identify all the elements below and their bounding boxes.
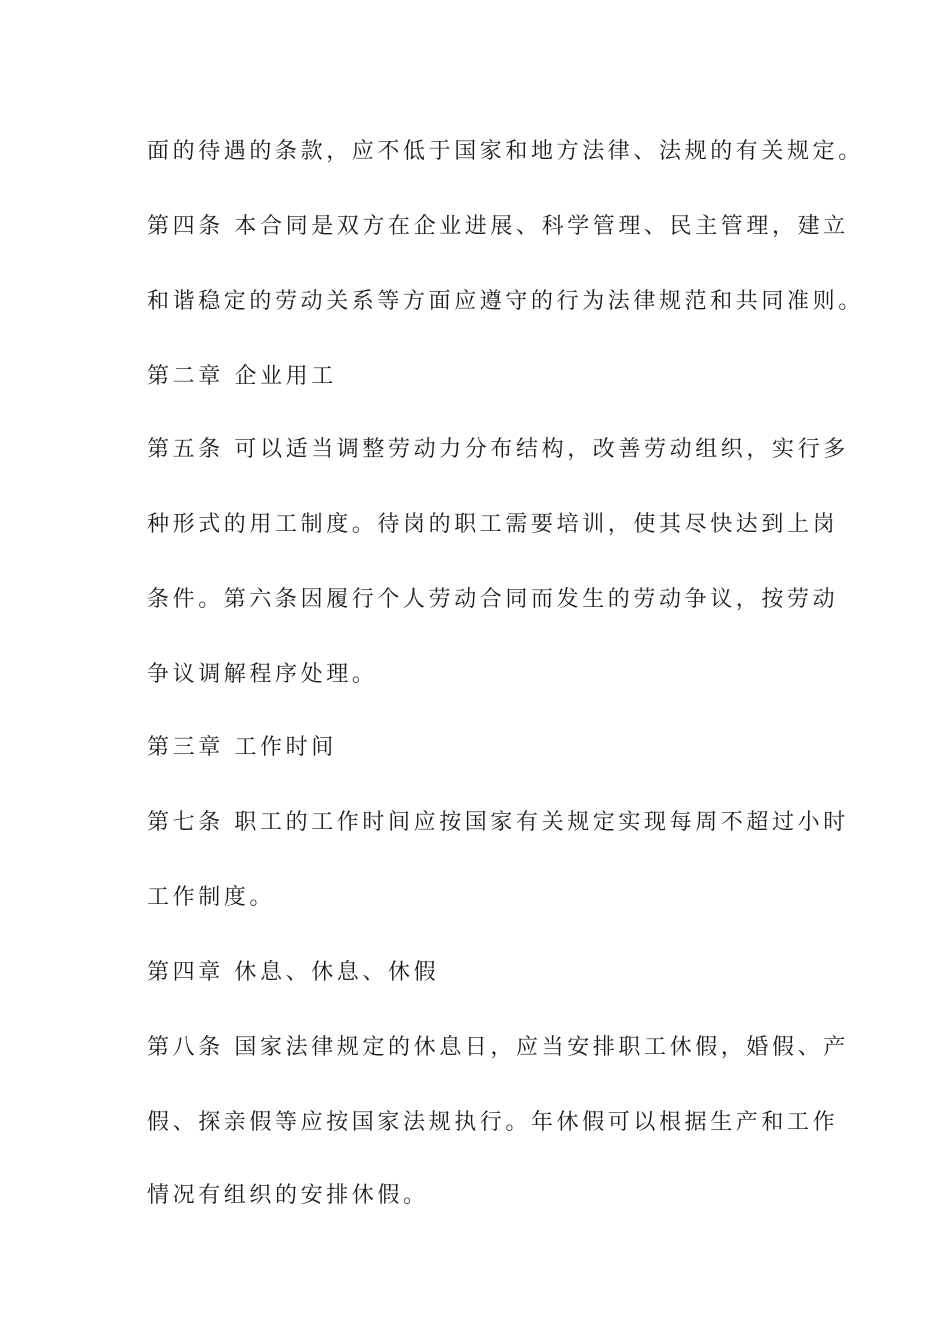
article-5-line-2: 种形式的用工制度。待岗的职工需要培训，使其尽快达到上岗 bbox=[147, 512, 839, 537]
article-4-line-2: 和谐稳定的劳动关系等方面应遵守的行为法律规范和共同准则。 bbox=[147, 289, 864, 314]
article-7-line-2: 工作制度。 bbox=[147, 885, 276, 910]
article-4-line-1: 第四条 本合同是双方在企业进展、科学管理、民主管理，建立 bbox=[147, 214, 849, 239]
article-6-line-2: 争议调解程序处理。 bbox=[147, 662, 378, 687]
article-6-line-1: 条件。第六条因履行个人劳动合同而发生的劳动争议，按劳动 bbox=[147, 587, 839, 612]
paragraph-line: 面的待遇的条款，应不低于国家和地方法律、法规的有关规定。 bbox=[147, 139, 864, 164]
article-5-line-1: 第五条 可以适当调整劳动力分布结构，改善劳动组织，实行多 bbox=[147, 437, 849, 462]
article-7-line-1: 第七条 职工的工作时间应按国家有关规定实现每周不超过小时 bbox=[147, 810, 849, 835]
chapter-2-heading: 第二章 企业用工 bbox=[147, 364, 337, 389]
chapter-3-heading: 第三章 工作时间 bbox=[147, 735, 337, 760]
article-8-line-2: 假、探亲假等应按国家法规执行。年休假可以根据生产和工作 bbox=[147, 1110, 839, 1135]
article-8-line-3: 情况有组织的安排休假。 bbox=[147, 1183, 429, 1208]
article-8-line-1: 第八条 国家法律规定的休息日，应当安排职工休假，婚假、产 bbox=[147, 1035, 849, 1060]
chapter-4-heading: 第四章 休息、休息、休假 bbox=[147, 960, 440, 985]
